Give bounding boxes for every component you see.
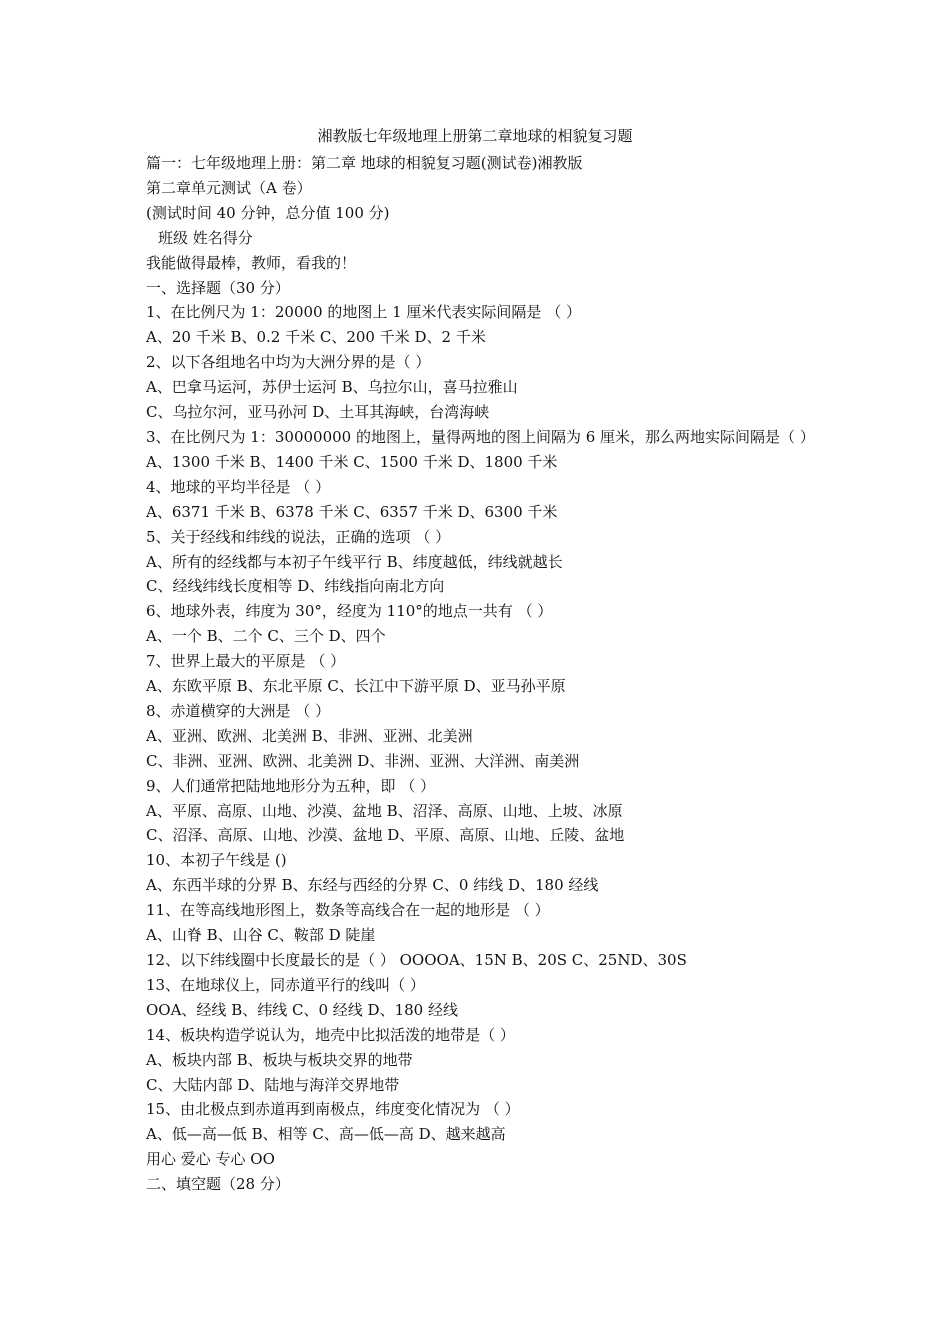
answer-options: A、20 千米 B、0.2 千米 C、200 千米 D、2 千米 xyxy=(146,328,486,347)
text-line: 我能做得最棒，教师，看我的！ xyxy=(146,253,357,272)
question-11: 11、在等高线地形图上，数条等高线合在一起的地形是 （ ） xyxy=(146,901,550,920)
answer-options: A、一个 B、二个 C、三个 D、四个 xyxy=(146,627,386,646)
question-8: 8、赤道横穿的大洲是 （ ） xyxy=(146,701,331,720)
answer-options: C、非洲、亚洲、欧洲、北美洲 D、非洲、亚洲、大洋洲、南美洲 xyxy=(146,751,580,770)
question-13: 13、在地球仪上，同赤道平行的线叫（ ） xyxy=(146,975,425,994)
answer-options: A、6371 千米 B、6378 千米 C、6357 千米 D、6300 千米 xyxy=(146,502,558,521)
text-line: (测试时间 40 分钟，总分值 100 分) xyxy=(146,203,390,222)
question-4: 4、地球的平均半径是 （ ） xyxy=(146,477,331,496)
question-1: 1、在比例尺为 1：20000 的地图上 1 厘米代表实际间隔是 （ ） xyxy=(146,303,581,322)
answer-options: A、亚洲、欧洲、北美洲 B、非洲、亚洲、北美洲 xyxy=(146,726,473,745)
section-heading: 一、选择题（30 分） xyxy=(146,278,290,297)
question-9: 9、人们通常把陆地地形分为五种，即 （ ） xyxy=(146,776,436,795)
answer-options: OOA、经线 B、纬线 C、0 经线 D、180 经线 xyxy=(146,1000,458,1019)
question-14: 14、板块构造学说认为，地壳中比拟活泼的地带是（ ） xyxy=(146,1025,515,1044)
answer-options: A、东欧平原 B、东北平原 C、长江中下游平原 D、亚马孙平原 xyxy=(146,677,566,696)
answer-options: A、板块内部 B、板块与板块交界的地带 xyxy=(146,1050,413,1069)
answer-options: A、巴拿马运河，苏伊士运河 B、乌拉尔山，喜马拉雅山 xyxy=(146,378,518,397)
answer-options: A、山脊 B、山谷 C、鞍部 D 陡崖 xyxy=(146,926,376,945)
question-5: 5、关于经线和纬线的说法，正确的选项 （ ） xyxy=(146,527,451,546)
answer-options: A、平原、高原、山地、沙漠、盆地 B、沼泽、高原、山地、上坡、冰原 xyxy=(146,801,623,820)
answer-options: C、大陆内部 D、陆地与海洋交界地带 xyxy=(146,1075,400,1094)
answer-options: A、所有的经线都与本初子午线平行 B、纬度越低，纬线就越长 xyxy=(146,552,563,571)
question-3: 3、在比例尺为 1：30000000 的地图上，量得两地的图上间隔为 6 厘米，那么两地实际间隔是（ ） xyxy=(146,427,815,446)
question-2: 2、以下各组地名中均为大洲分界的是（ ） xyxy=(146,353,431,372)
section-heading: 二、填空题（28 分） xyxy=(146,1175,290,1194)
footer-text: 用心 爱心 专心 OO xyxy=(146,1150,275,1169)
text-line: 篇一：七年级地理上册：第二章 地球的相貌复习题(测试卷)湘教版 xyxy=(146,154,583,172)
question-10: 10、本初子午线是 () xyxy=(146,851,287,870)
answer-options: C、乌拉尔河，亚马孙河 D、土耳其海峡，台湾海峡 xyxy=(146,403,490,422)
answer-options: C、沼泽、高原、山地、沙漠、盆地 D、平原、高原、山地、丘陵、盆地 xyxy=(146,826,625,845)
answer-options: A、低—高—低 B、相等 C、高—低—高 D、越来越高 xyxy=(146,1125,506,1144)
answer-options: A、1300 千米 B、1400 千米 C、1500 千米 D、1800 千米 xyxy=(146,452,558,471)
answer-options: C、经线纬线长度相等 D、纬线指向南北方向 xyxy=(146,577,445,596)
text-line: 班级 姓名得分 xyxy=(158,228,253,247)
question-6: 6、地球外表，纬度为 30°，经度为 110°的地点一共有 （ ） xyxy=(146,602,553,621)
document-title: 湘教版七年级地理上册第二章地球的相貌复习题 xyxy=(317,127,633,145)
question-15: 15、由北极点到赤道再到南极点，纬度变化情况为 （ ） xyxy=(146,1100,520,1119)
answer-options: A、东西半球的分界 B、东经与西经的分界 C、0 纬线 D、180 经线 xyxy=(146,876,599,895)
question-12: 12、以下纬线圈中长度最长的是（ ） OOOOA、15N B、20S C、25ND、30S xyxy=(146,951,687,969)
text-line: 第二章单元测试（A 卷） xyxy=(146,178,312,197)
question-7: 7、世界上最大的平原是 （ ） xyxy=(146,652,346,671)
document-body xyxy=(146,151,816,1197)
